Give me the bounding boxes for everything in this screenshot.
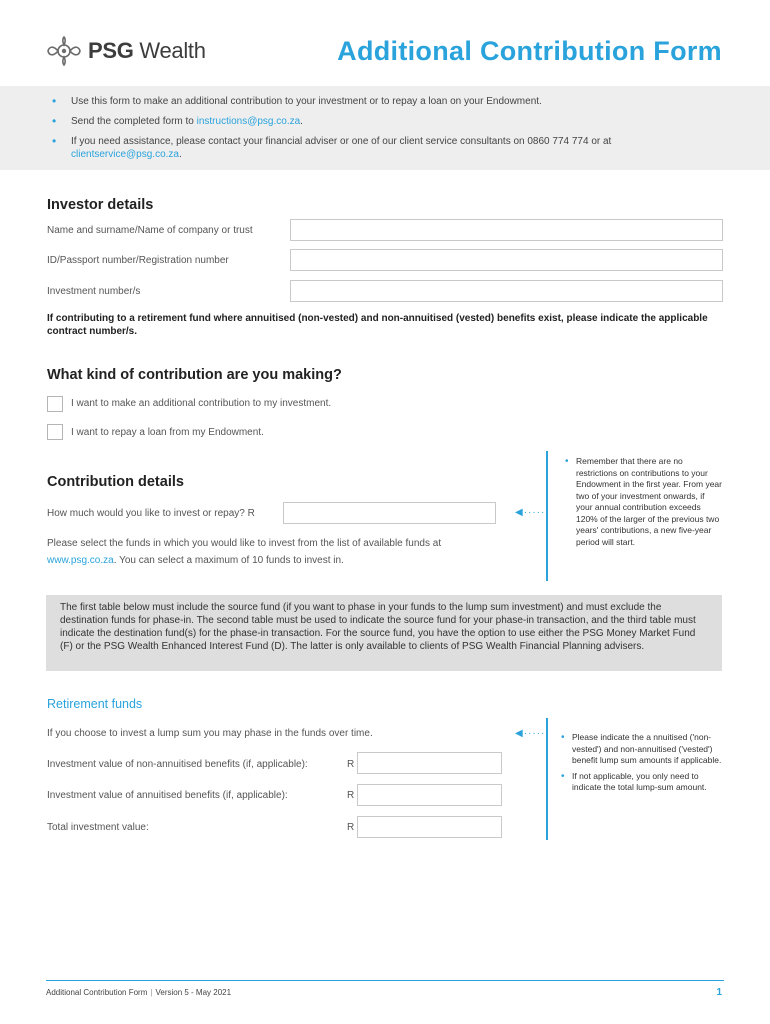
instructions-email-link[interactable]: instructions@psg.co.za — [196, 116, 301, 127]
clientservice-email-link[interactable]: clientservice@psg.co.za — [71, 149, 179, 160]
side-note-item: • If not applicable, you only need to indicate the total lump-sum amount. — [560, 771, 722, 794]
intro-bullet: • If you need assistance, please contact your financial adviser or one of our client service consultants on 0860 774 774 or at clientservice@psg.co.za. — [52, 135, 692, 161]
brand-name: PSG Wealth — [88, 38, 206, 63]
intro-panel — [0, 86, 770, 170]
footer-text: Additional Contribution Form | Version 5 - May 2021 — [46, 988, 232, 997]
total-label: Total investment value: — [47, 822, 149, 833]
non-annuitised-field[interactable] — [357, 752, 502, 774]
psg-website-link[interactable]: www.psg.co.za — [47, 555, 114, 566]
footer-divider — [46, 980, 724, 981]
page-number: 1 — [716, 987, 722, 998]
id-label: ID/Passport number/Registration number — [47, 255, 229, 266]
psg-wealth-logo — [46, 36, 206, 66]
side-note-item: • Please indicate the a nnuitised ('non-vested') and non-annuitised ('vested') benefit lump sum amounts if applicable. — [560, 732, 722, 767]
contribution-kind-heading: What kind of contribution are you making? — [47, 367, 342, 383]
name-label: Name and surname/Name of company or trust — [47, 225, 253, 236]
intro-bullet: • Send the completed form to instructions@psg.co.za. — [52, 115, 692, 128]
repay-loan-label: I want to repay a loan from my Endowment. — [71, 427, 264, 438]
retirement-funds-heading: Retirement funds — [47, 697, 143, 711]
investor-details-heading: Investor details — [47, 197, 154, 213]
contract-number-note: If contributing to a retirement fund where annuitised (non-vested) and non-annuitised (vested) benefits exist, please indicate the applicable contract number/s. — [47, 313, 708, 337]
currency-symbol: R — [347, 822, 355, 833]
intro-bullet: • Use this form to make an additional contribution to your investment or to repay a loan on your Endowment. — [52, 95, 692, 108]
investment-number-field[interactable] — [290, 280, 723, 302]
investment-number-label: Investment number/s — [47, 286, 141, 297]
additional-contribution-label: I want to make an additional contribution to my investment. — [71, 398, 332, 409]
non-annuitised-label: Investment value of non-annuitised benefits (if, applicable): — [47, 759, 308, 770]
amount-label: How much would you like to invest or repay? R — [47, 508, 255, 519]
retirement-side-note — [546, 718, 722, 840]
phase-in-note: The first table below must include the source fund (if you want to phase in your funds to the lump sum investment) and must exclude the destination funds for phase-in. The second table must be used to indicate the source fund for your phase-in transaction, and the third table must indicate the destination fund(s) for the phase-in transaction. For the source fund, you have the option to use either the PSG Money Market Fund (F) or the PSG Wealth Enhanced Interest Fund (D). The latter is only available to clients of PSG Wealth Financial Planning advisers. — [46, 595, 722, 671]
repay-loan-checkbox[interactable] — [47, 424, 63, 440]
annuitised-field[interactable] — [357, 784, 502, 806]
name-field[interactable] — [290, 219, 723, 241]
additional-contribution-checkbox[interactable] — [47, 396, 63, 412]
currency-symbol: R — [347, 790, 355, 801]
total-field[interactable] — [357, 816, 502, 838]
phase-in-intro: If you choose to invest a lump sum you may phase in the funds over time. — [47, 728, 373, 739]
side-note-arrow: ◀····· — [515, 728, 546, 739]
annuitised-label: Investment value of annuitised benefits (if, applicable): — [47, 790, 288, 801]
side-note-arrow: ◀····· — [515, 507, 546, 518]
contribution-details-heading: Contribution details — [47, 474, 184, 490]
currency-symbol: R — [347, 759, 355, 770]
side-note-item: • Remember that there are no restrictions on contributions to your Endowment in the first year. From year two of your investment onwards, if your annual contribution exceeds 120% of the larger of the previous two years' contributions, a new five-year period will start. — [564, 456, 722, 548]
funds-instruction: Please select the funds in which you would like to invest from the list of available funds at www.psg.co.za. You can select a maximum of 10 funds to invest in. — [47, 538, 442, 566]
psg-emblem-icon — [46, 36, 82, 66]
page-title: Additional Contribution Form — [337, 36, 722, 66]
endowment-side-note — [546, 451, 722, 581]
id-field[interactable] — [290, 249, 723, 271]
amount-field[interactable] — [283, 502, 496, 524]
